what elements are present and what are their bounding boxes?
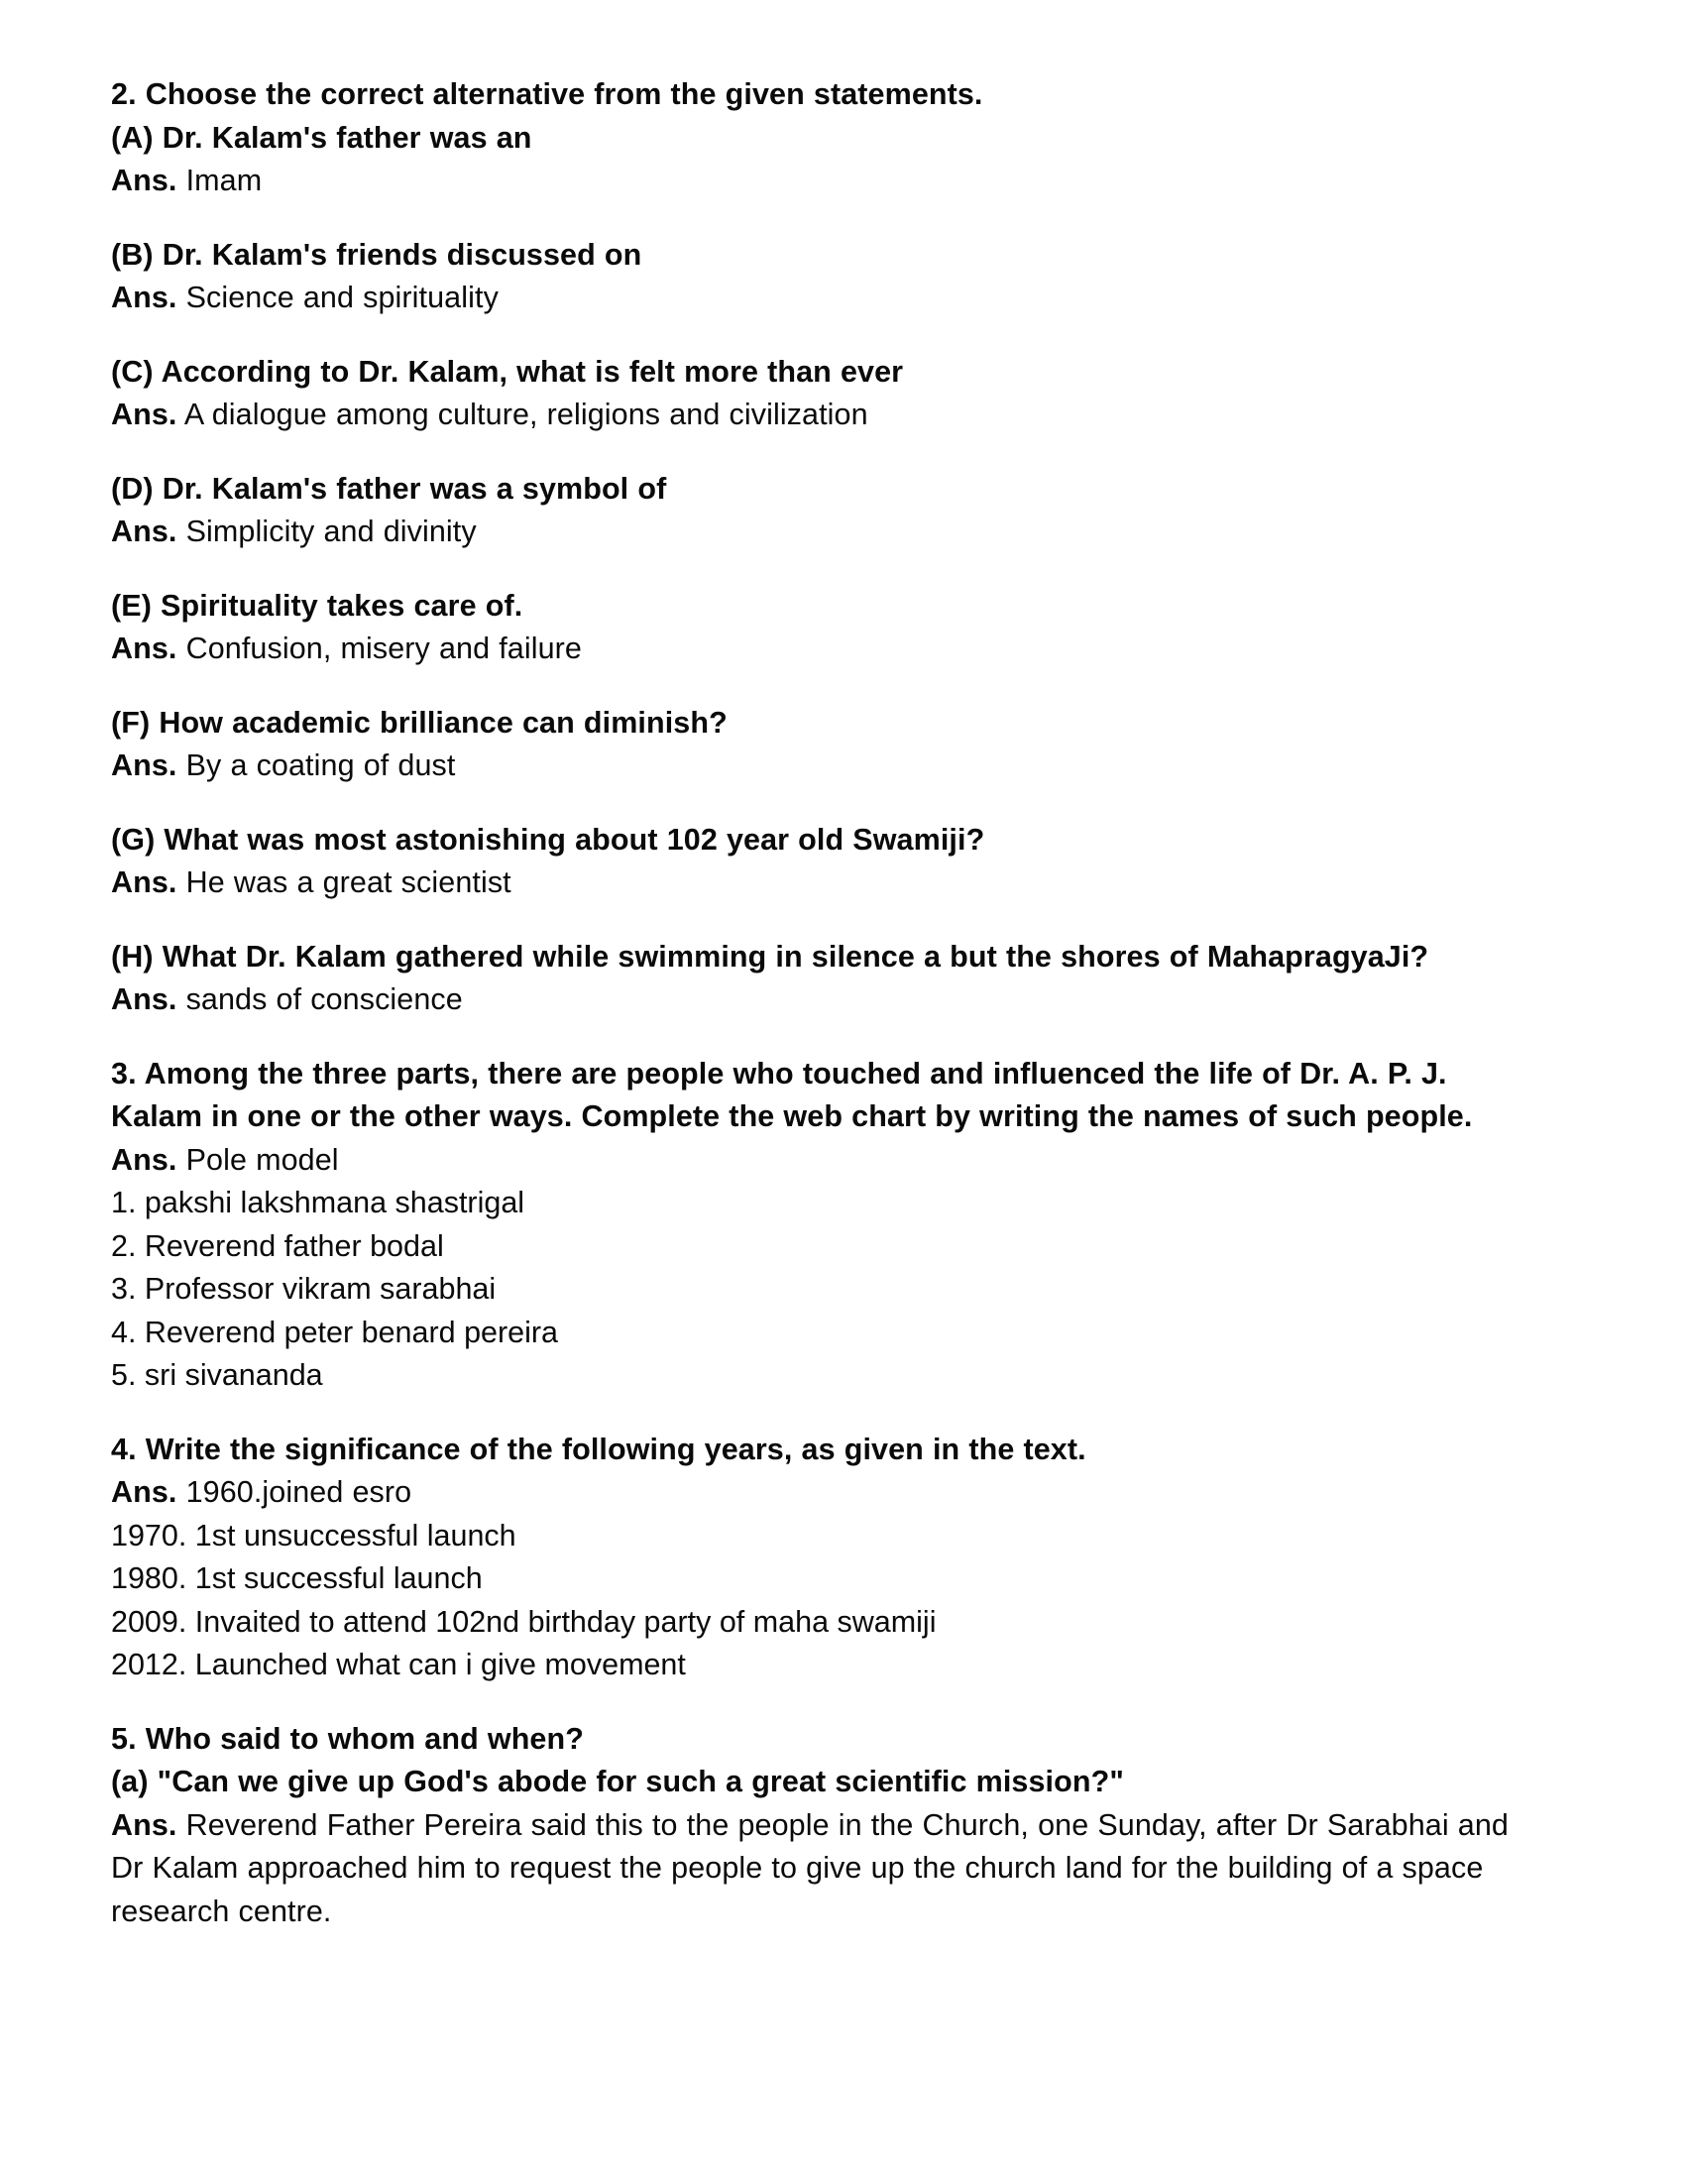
answer-3 — [111, 1139, 1539, 1183]
list-item: 1980. 1st successful launch — [111, 1561, 483, 1595]
spacer — [111, 554, 1539, 585]
answer-label: Ans. — [111, 865, 177, 899]
spacer — [111, 671, 1539, 702]
answer-text: He was a great scientist — [185, 865, 511, 899]
answer-label: Ans. — [111, 748, 177, 782]
question-2-heading: 2. Choose the correct alternative from the given statements. — [111, 77, 983, 111]
answer-text: Reverend Father Pereira said this to the people in the Church, one Sunday, after Dr Sarabhai and Dr Kalam approached him to request the people to give up the church land for the building of a space research centre. — [111, 1807, 1509, 1928]
answer-2g — [111, 862, 1539, 905]
question-block-2 — [111, 73, 1539, 1022]
answer-4 — [111, 1471, 1539, 1515]
list-item: 2009. Invaited to attend 102nd birthday party of maha swamiji — [111, 1604, 937, 1639]
answer-text: 1960.joined esro — [185, 1475, 412, 1509]
answer-text: Pole model — [185, 1142, 339, 1177]
spacer — [111, 203, 1539, 234]
question-2g-text: (G) What was most astonishing about 102 year old Swamiji? — [111, 822, 985, 857]
spacer — [111, 788, 1539, 819]
answer-text: sands of conscience — [185, 982, 463, 1016]
answer-text: Imam — [185, 164, 263, 197]
answer-label: Ans. — [111, 1475, 177, 1509]
spacer — [111, 905, 1539, 936]
list-item: 2. Reverend father bodal — [111, 1228, 444, 1263]
answer-2b — [111, 277, 1539, 320]
answer-2a — [111, 160, 1539, 203]
answer-2d — [111, 511, 1539, 554]
answer-label: Ans. — [111, 164, 177, 197]
question-block-3 — [111, 1053, 1539, 1398]
question-block-4 — [111, 1429, 1539, 1687]
spacer — [111, 1398, 1539, 1429]
question-5a-text: (a) "Can we give up God's abode for such a great scientific mission?" — [111, 1765, 1124, 1798]
answer-label: Ans. — [111, 281, 177, 314]
question-3-heading: 3. Among the three parts, there are people who touched and influenced the life of Dr. A. P. J. Kalam in one or the other ways. Complete the web chart by writing the names of such people. — [111, 1056, 1473, 1133]
answer-2e — [111, 628, 1539, 671]
answer-label: Ans. — [111, 1807, 177, 1842]
question-2d-text: (D) Dr. Kalam's father was a symbol of — [111, 471, 667, 506]
question-5-heading: 5. Who said to whom and when? — [111, 1721, 584, 1756]
answer-2f — [111, 745, 1539, 788]
answer-label: Ans. — [111, 1142, 177, 1177]
answer-label: Ans. — [111, 398, 177, 431]
question-2e-text: (E) Spirituality takes care of. — [111, 588, 523, 623]
answer-text: By a coating of dust — [185, 748, 456, 782]
spacer — [111, 1687, 1539, 1718]
answer-text: Science and spirituality — [185, 281, 499, 314]
answer-5a — [111, 1804, 1539, 1934]
answer-label: Ans. — [111, 515, 177, 548]
answer-2c — [111, 394, 1539, 437]
answer-text: A dialogue among culture, religions and civilization — [183, 398, 868, 431]
question-2a-text: (A) Dr. Kalam's father was an — [111, 120, 532, 155]
question-2f-text: (F) How academic brilliance can diminish? — [111, 705, 728, 740]
list-item: 1970. 1st unsuccessful launch — [111, 1518, 516, 1552]
spacer — [111, 437, 1539, 468]
answer-text: Simplicity and divinity — [185, 515, 477, 548]
question-block-5 — [111, 1718, 1539, 1934]
question-2b-text: (B) Dr. Kalam's friends discussed on — [111, 237, 642, 272]
list-item: 5. sri sivananda — [111, 1358, 323, 1392]
question-2c-text: (C) According to Dr. Kalam, what is felt more than ever — [111, 354, 904, 389]
question-4-heading: 4. Write the significance of the following years, as given in the text. — [111, 1432, 1086, 1466]
answer-2h — [111, 978, 1539, 1022]
answer-label: Ans. — [111, 982, 177, 1016]
spacer — [111, 320, 1539, 351]
spacer — [111, 1022, 1539, 1053]
list-item: 2012. Launched what can i give movement — [111, 1648, 686, 1681]
question-2h-text: (H) What Dr. Kalam gathered while swimming in silence a but the shores of MahapragyaJi? — [111, 939, 1429, 974]
list-item: 4. Reverend peter benard pereira — [111, 1315, 559, 1349]
list-item: 3. Professor vikram sarabhai — [111, 1272, 497, 1306]
list-item: 1. pakshi lakshmana shastrigal — [111, 1186, 525, 1219]
answer-label: Ans. — [111, 632, 177, 665]
answer-text: Confusion, misery and failure — [185, 632, 582, 665]
